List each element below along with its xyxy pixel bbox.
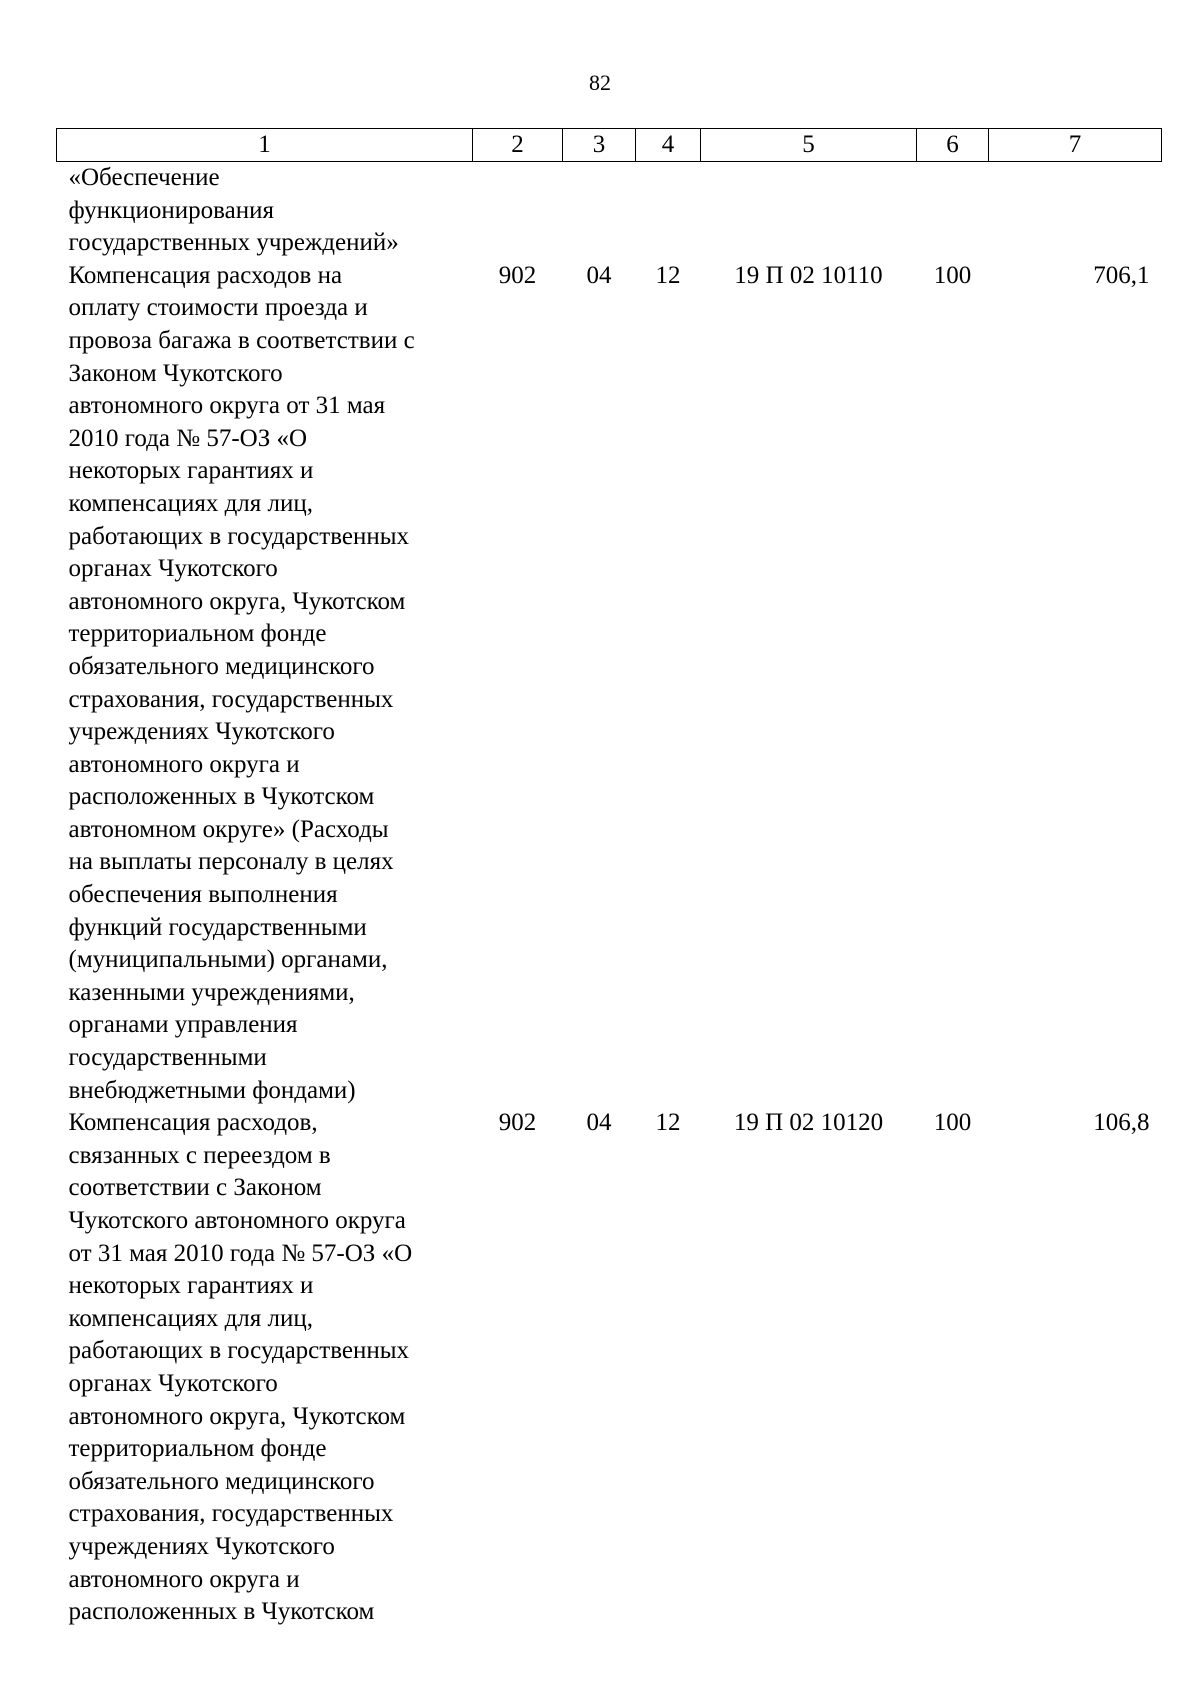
header-row [57, 129, 1162, 162]
row-description [57, 1107, 473, 1629]
table-row [57, 162, 1162, 260]
row-description [57, 260, 473, 1107]
section-code [563, 162, 636, 260]
subsection-code [636, 162, 701, 260]
column-header: 5 [701, 129, 917, 162]
section-code: 04 [586, 1109, 612, 1137]
column-header: 4 [636, 129, 701, 162]
target-article-code [701, 162, 917, 260]
amount: 106,8 [1093, 1109, 1150, 1137]
target-article-code: 19 П 02 10110 [734, 261, 883, 289]
table-row [57, 260, 1162, 1107]
description-text: Компенсация расходов на оплату стоимости проезда и провоза багажа в соответствии с Законом Чукотского автономного округа от 31 мая 2010 года № 57-ОЗ «О некоторых гарантиях и компенсациях для лиц, работающих в государственных органах Чукотского автономного округа, Чукотском территориальном фонде обязательного медицинского страхования, государственных учреждениях Чукотского автономного округа и расположенных в Чукотском автономном округе» (Расходы на выплаты персоналу в целях обеспечения выполнения функций государственными (муниципальными) органами, казенными учреждениями, органами управления государственными внебюджетными фондами) [68, 261, 415, 1104]
ministry-code: 902 [498, 261, 537, 289]
target-article-code: 19 П 02 10120 [733, 1109, 884, 1137]
page-number: 82 [589, 70, 611, 95]
description-text: «Обеспечение функционирования государственных учреждений» [68, 164, 399, 257]
expense-type-code: 100 [933, 1109, 972, 1137]
table-row [57, 1107, 1162, 1629]
expense-type-code: 100 [933, 261, 972, 289]
description-text: Компенсация расходов, связанных с переездом в соответствии с Законом Чукотского автономного округа от 31 мая 2010 года № 57-ОЗ «О некоторых гарантиях и компенсациях для лиц, работающих в государственных органах Чукотского автономного округа, Чукотском территориальном фонде обязательного медицинского страхования, государственных учреждениях Чукотского автономного округа и расположенных в Чукотском [68, 1109, 413, 1626]
expense-type-code [917, 162, 989, 260]
column-header: 2 [473, 129, 563, 162]
subsection-code: 12 [655, 261, 681, 289]
column-header: 3 [563, 129, 636, 162]
column-header: 1 [57, 129, 473, 162]
subsection-code: 12 [655, 1109, 681, 1137]
column-header: 7 [989, 129, 1162, 162]
column-header: 6 [917, 129, 989, 162]
amount [989, 162, 1162, 260]
ministry-code: 902 [498, 1109, 537, 1137]
amount: 706,1 [1093, 261, 1150, 289]
budget-table [56, 128, 1162, 1629]
ministry-code [473, 162, 563, 260]
section-code: 04 [586, 261, 612, 289]
table-header [57, 129, 1162, 162]
table-body [57, 162, 1162, 1629]
row-description [57, 162, 473, 260]
